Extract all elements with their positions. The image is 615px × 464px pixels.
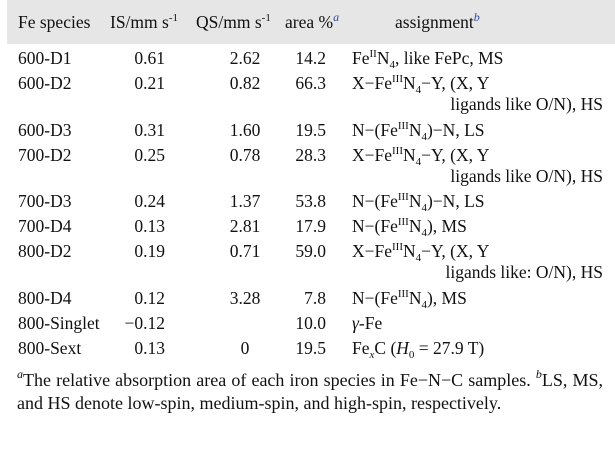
text-segment: 4 xyxy=(421,298,427,311)
cell-qs: 0 xyxy=(240,337,250,358)
text-segment: IS/mm s xyxy=(110,12,169,32)
cell-qs: 0.71 xyxy=(229,241,261,261)
cell-assignment xyxy=(352,214,467,238)
cell-area: 19.5 xyxy=(295,119,326,140)
text-segment: assignment xyxy=(395,12,474,32)
cell-area: 17.9 xyxy=(295,216,326,236)
footnote-b-mark: b xyxy=(535,367,542,381)
header-area xyxy=(285,10,339,34)
text-segment: III xyxy=(397,287,409,300)
text-segment: )−N, LS xyxy=(426,119,485,140)
cell-species: 800-Sext xyxy=(18,337,82,358)
table-row xyxy=(0,311,615,335)
header-species: Fe species xyxy=(18,12,91,32)
text-segment: , like FePc, MS xyxy=(394,48,504,68)
text-segment: 4 xyxy=(421,202,427,214)
cell-assignment xyxy=(352,336,484,360)
text-segment: a xyxy=(333,10,340,24)
cell-qs: 1.60 xyxy=(229,119,261,140)
table-row xyxy=(0,286,615,310)
cell-species: 800-D4 xyxy=(18,287,72,308)
header-assignment xyxy=(395,10,480,34)
text-segment: 4 xyxy=(421,130,427,143)
text-segment: γ xyxy=(352,312,359,333)
text-segment: 4 xyxy=(415,252,422,264)
text-segment: 4 xyxy=(415,155,422,168)
cell-is: 0.25 xyxy=(134,144,165,165)
cell-qs: 2.62 xyxy=(229,48,261,68)
cell-species: 600-D1 xyxy=(18,48,72,68)
text-segment: b xyxy=(473,10,480,24)
table-row-continuation xyxy=(0,164,615,188)
text-segment: N xyxy=(408,119,422,140)
cell-species: 800-Singlet xyxy=(18,312,100,333)
cell-is: 0.13 xyxy=(134,337,165,358)
text-segment: 4 xyxy=(415,84,422,96)
cell-species: 700-D2 xyxy=(18,144,72,165)
text-segment: ), MS xyxy=(426,216,467,236)
cell-is: 0.61 xyxy=(134,48,165,68)
cell-species: 600-D3 xyxy=(18,119,72,140)
text-segment: N xyxy=(408,287,422,308)
cell-area: 53.8 xyxy=(295,191,326,211)
header-is xyxy=(110,10,178,34)
cell-species: 700-D3 xyxy=(18,191,72,211)
text-segment: ligands like O/N), HS xyxy=(450,94,603,114)
footnote-b: LS, MS, and HS denote low-spin, medium-spin, and high-spin, respectively. xyxy=(17,370,603,413)
cell-area: 14.2 xyxy=(295,48,326,68)
text-segment: N xyxy=(376,48,390,68)
cell-species: 800-D2 xyxy=(18,241,72,261)
table-row-continuation xyxy=(0,92,615,116)
table-row xyxy=(0,336,615,360)
text-segment: N xyxy=(403,73,416,93)
text-segment: x xyxy=(369,348,375,361)
table-row xyxy=(0,118,615,142)
cell-is: −0.12 xyxy=(124,312,165,333)
table-row xyxy=(0,214,615,238)
text-segment: C ( xyxy=(374,337,397,358)
text-segment: ), MS xyxy=(426,287,467,308)
cell-qs: 0.78 xyxy=(229,144,261,165)
cell-qs: 3.28 xyxy=(229,287,261,308)
cell-area: 66.3 xyxy=(295,73,326,93)
table-row-continuation xyxy=(0,260,615,284)
text-segment: X−Fe xyxy=(352,73,393,93)
cell-qs: 1.37 xyxy=(229,191,261,211)
text-segment: 4 xyxy=(421,227,427,239)
cell-qs: 2.81 xyxy=(229,216,261,236)
cell-area: 59.0 xyxy=(295,241,326,261)
cell-assignment xyxy=(352,286,467,310)
footnote-a: The relative absorption area of each iron species in Fe−N−C samples. xyxy=(23,370,536,390)
text-segment: III xyxy=(397,191,409,203)
text-segment: −Y, (X, Y xyxy=(421,241,490,261)
cell-area: 10.0 xyxy=(295,312,326,333)
text-segment: N xyxy=(403,241,416,261)
cell-assignment xyxy=(352,46,503,70)
footnote-a-mark: a xyxy=(17,367,23,381)
table-row xyxy=(0,189,615,213)
text-segment: N xyxy=(408,191,422,211)
text-segment: III xyxy=(397,216,409,228)
text-segment: QS/mm s xyxy=(196,12,262,32)
cell-assignment-line2 xyxy=(450,92,603,116)
text-segment: N xyxy=(408,216,422,236)
cell-assignment xyxy=(352,311,382,335)
text-segment: III xyxy=(392,144,404,157)
text-segment: = 27.9 T) xyxy=(414,337,485,358)
table-row xyxy=(0,46,615,70)
cell-is: 0.31 xyxy=(134,119,165,140)
text-segment: −Y, (X, Y xyxy=(421,144,490,165)
text-segment: N−(Fe xyxy=(352,287,398,308)
cell-is: 0.21 xyxy=(134,73,165,93)
text-segment: II xyxy=(369,48,377,60)
table-header-row xyxy=(0,10,615,34)
cell-qs: 0.82 xyxy=(229,73,261,93)
text-segment: N xyxy=(403,144,416,165)
text-segment: H xyxy=(396,337,409,358)
cell-assignment-line2 xyxy=(446,260,604,284)
text-segment: III xyxy=(397,119,409,132)
text-segment: 0 xyxy=(408,348,415,361)
cell-area: 7.8 xyxy=(304,287,326,308)
cell-assignment xyxy=(352,189,485,213)
text-segment: -1 xyxy=(261,12,271,24)
text-segment: III xyxy=(392,73,404,85)
cell-is: 0.19 xyxy=(134,241,165,261)
text-segment: area % xyxy=(285,12,334,32)
text-segment: ligands like: O/N), HS xyxy=(445,262,603,282)
text-segment: N−(Fe xyxy=(352,191,398,211)
cell-species: 600-D2 xyxy=(18,73,72,93)
header-qs xyxy=(196,10,271,34)
cell-area: 19.5 xyxy=(295,337,326,358)
cell-is: 0.13 xyxy=(134,216,165,236)
cell-is: 0.12 xyxy=(134,287,165,308)
text-segment: ligands like O/N), HS xyxy=(450,165,603,186)
text-segment: X−Fe xyxy=(352,144,393,165)
text-segment: N−(Fe xyxy=(352,216,398,236)
text-segment: -Fe xyxy=(358,312,383,333)
text-segment: N−(Fe xyxy=(352,119,398,140)
cell-assignment xyxy=(352,118,485,142)
text-segment: -1 xyxy=(168,12,179,24)
cell-is: 0.24 xyxy=(134,191,165,211)
text-segment: III xyxy=(392,241,404,253)
text-segment: X−Fe xyxy=(352,241,393,261)
text-segment: Fe xyxy=(352,337,370,358)
footnotes xyxy=(17,369,603,415)
text-segment: )−N, LS xyxy=(426,191,485,211)
cell-assignment-line2 xyxy=(450,164,603,188)
cell-area: 28.3 xyxy=(295,144,326,165)
text-segment: −Y, (X, Y xyxy=(421,73,490,93)
cell-species: 700-D4 xyxy=(18,216,72,236)
text-segment: Fe xyxy=(352,48,370,68)
text-segment: 4 xyxy=(389,59,395,71)
